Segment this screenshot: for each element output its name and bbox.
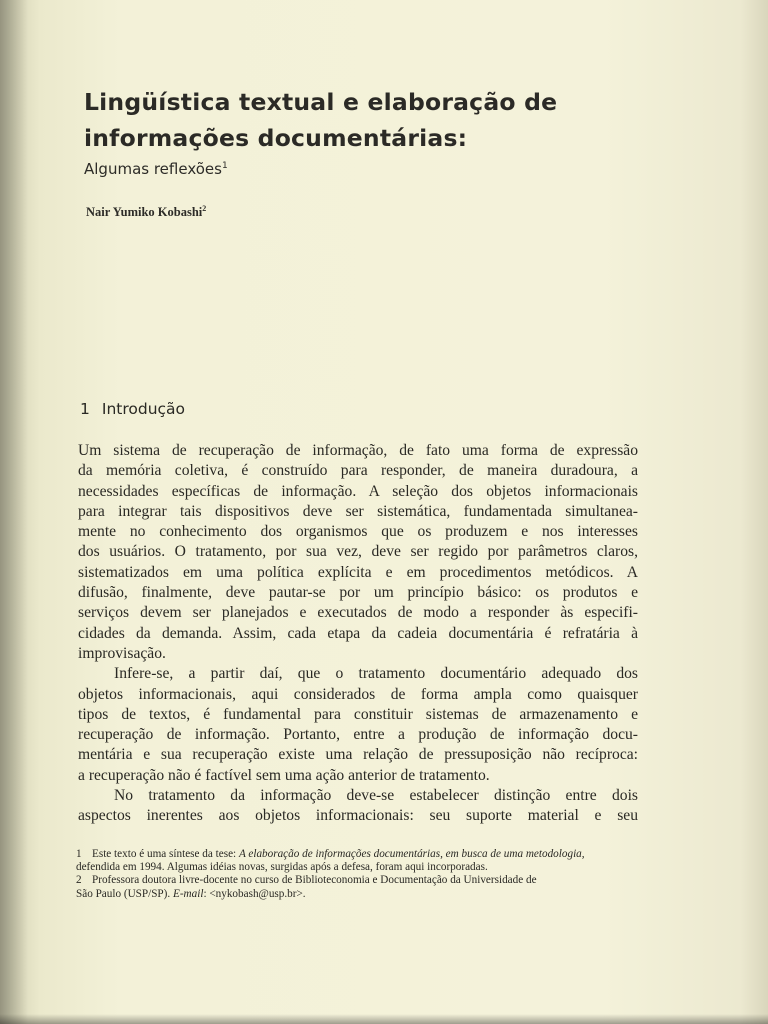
author-text: Nair Yumiko Kobashi bbox=[86, 205, 203, 220]
page-bottom-edge bbox=[0, 1014, 768, 1024]
author-name bbox=[86, 204, 206, 220]
footnote-number: 2 bbox=[76, 874, 82, 887]
footnote-text: Este texto é uma síntese da tese: bbox=[92, 848, 239, 860]
body-line: da memória coletiva, é construído para responder, de maneira duradoura, a bbox=[78, 462, 638, 480]
footnote-number: 1 bbox=[76, 848, 82, 860]
footnote-2 bbox=[76, 874, 636, 887]
binding-shadow bbox=[0, 0, 28, 1024]
body-line: improvisação. bbox=[78, 644, 166, 662]
body-line: recuperação de informação. Portanto, entre a produção de informação docu- bbox=[78, 726, 638, 744]
footnote-1-continued: defendida em 1994. Algumas idéias novas, surgidas após a defesa, foram aqui incorporadas. bbox=[76, 861, 488, 874]
footnote-cited-title: A elaboração de informações documentárias, em busca de uma metodologia, bbox=[238, 848, 585, 860]
body-line: dos usuários. O tratamento, por sua vez, deve ser regido por parâmetros claros, bbox=[78, 543, 638, 561]
body-line: Infere-se, a partir daí, que o tratamento documentário adequado dos bbox=[114, 665, 638, 683]
article-title bbox=[84, 84, 644, 156]
footnote-text: Professora doutora livre-docente no curso de Biblioteconomia e Documentação da Universidade de bbox=[92, 874, 537, 887]
email-address: : <nykobash@usp.br>. bbox=[203, 887, 306, 900]
footnote-text: São Paulo (USP/SP). bbox=[76, 887, 173, 900]
body-line: necessidades específicas de informação. A seleção dos objetos informacionais bbox=[78, 482, 638, 500]
body-line: No tratamento da informação deve-se estabelecer distinção entre dois bbox=[114, 787, 638, 805]
body-line: mente no conhecimento dos organismos que os produzem e nos interesses bbox=[78, 523, 638, 541]
title-line-2: informações documentárias: bbox=[84, 124, 468, 152]
subtitle-footnote-mark: 1 bbox=[221, 161, 228, 171]
body-line: aspectos inerentes aos objetos informacionais: seu suporte material e seu bbox=[78, 807, 638, 825]
body-line: objetos informacionais, aqui considerados de forma ampla como quaisquer bbox=[78, 685, 638, 703]
body-line: para integrar tais dispositivos deve ser sistemática, fundamentada simultanea- bbox=[78, 502, 638, 520]
body-line: mentária e sua recuperação existe uma relação de pressuposição não recíproca: bbox=[78, 746, 638, 764]
author-footnote-mark: 2 bbox=[202, 204, 207, 213]
body-line: cidades da demanda. Assim, cada etapa da cadeia documentária é refratária à bbox=[78, 624, 638, 642]
title-line-1: Lingüística textual e elaboração de bbox=[84, 88, 558, 116]
footnotes bbox=[76, 848, 636, 901]
body-text bbox=[78, 441, 638, 827]
email-label: E-mail bbox=[172, 887, 204, 900]
section-number: 1 bbox=[80, 400, 90, 418]
section-title: Introdução bbox=[101, 400, 186, 418]
body-line: sistematizados em uma política explícita e em procedimentos metódicos. A bbox=[78, 563, 638, 581]
subtitle-text: Algumas reflexões bbox=[84, 160, 222, 178]
article-subtitle bbox=[84, 160, 228, 178]
body-line: a recuperação não é factível sem uma ação anterior de tratamento. bbox=[78, 766, 490, 784]
body-line: serviços devem ser planejados e executados de modo a responder às especifi- bbox=[78, 604, 638, 622]
body-line: difusão, finalmente, deve pautar-se por um princípio básico: os produtos e bbox=[78, 584, 638, 602]
footnote-1 bbox=[76, 848, 636, 861]
section-heading bbox=[80, 400, 185, 418]
footnote-2-continued bbox=[76, 888, 636, 901]
body-line: tipos de textos, é fundamental para constituir sistemas de armazenamento e bbox=[78, 705, 638, 723]
body-line: Um sistema de recuperação de informação, de fato uma forma de expressão bbox=[78, 442, 638, 459]
